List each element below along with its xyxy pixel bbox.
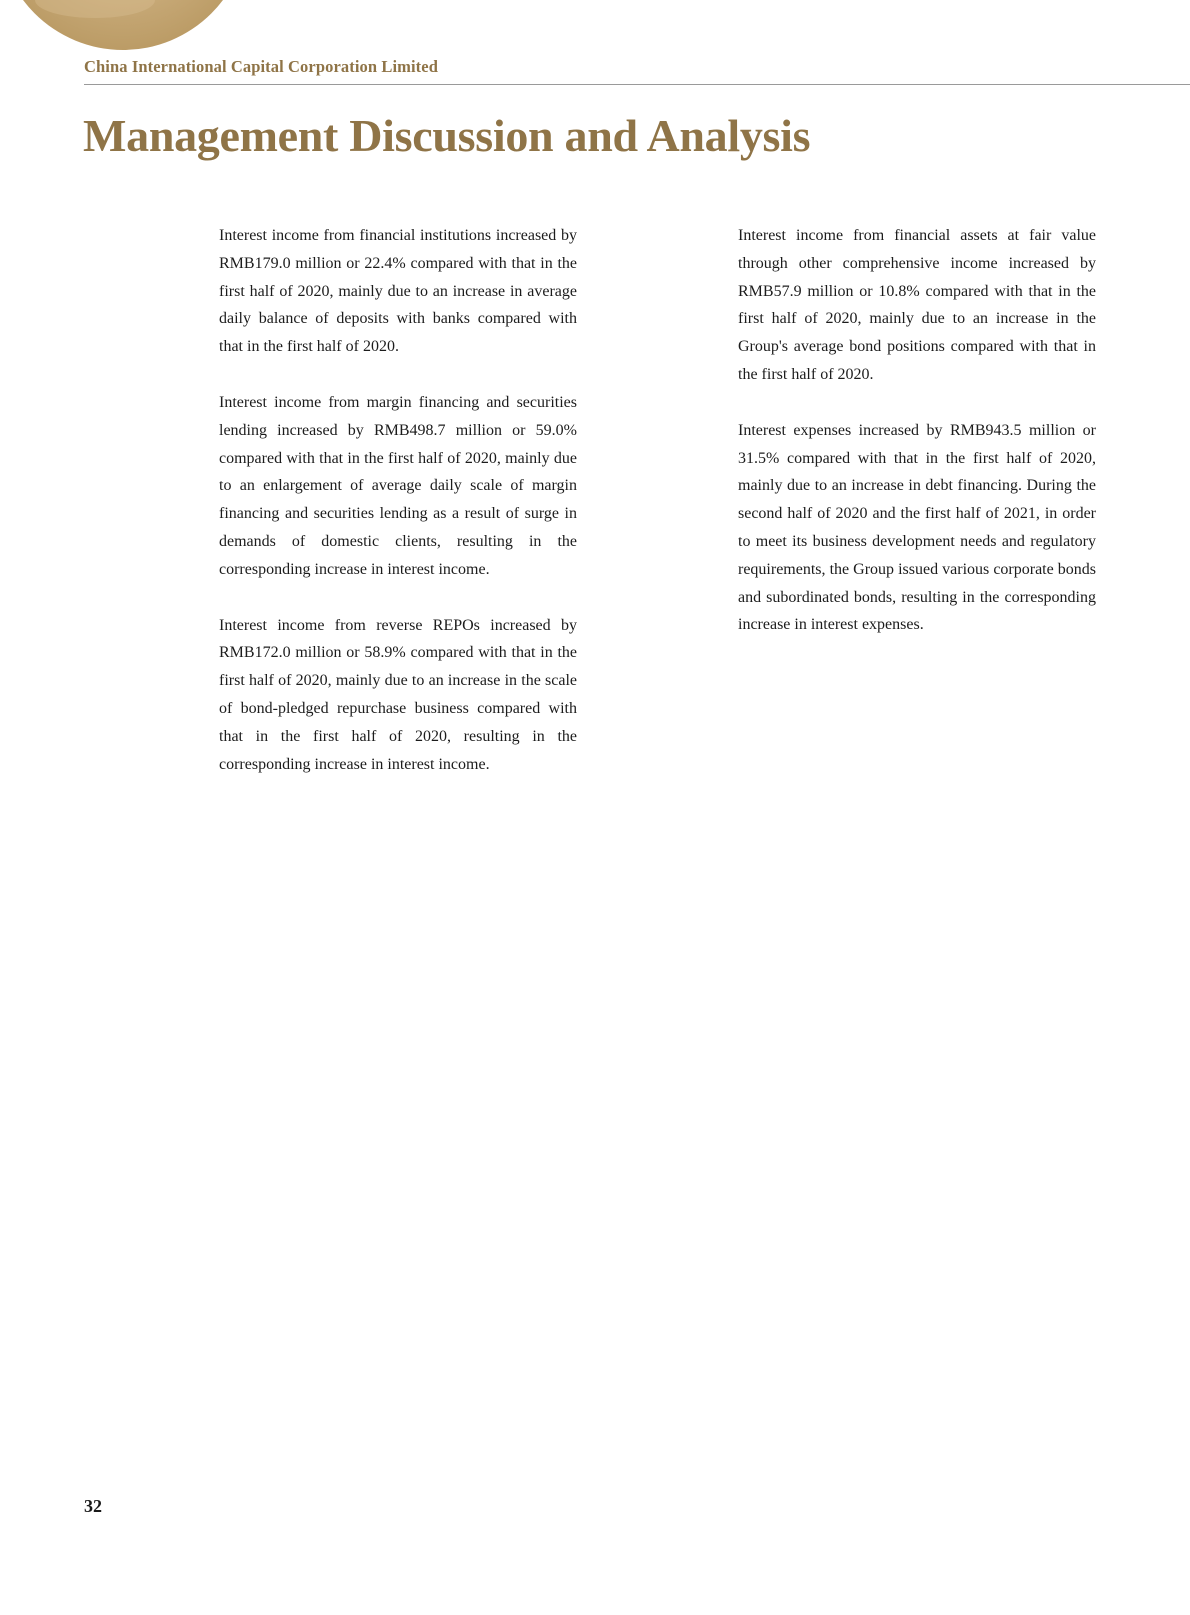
paragraph-margin-financing-interest: Interest income from margin financing and securities lending increased by RMB498.7 million or 59.0% compared with that in the first half of 2020, mainly due to an enlargement of average daily scale of margin financing and securities lending as a result of surge in demands of domestic clients, resulting in the corresponding increase in interest income. <box>219 393 577 578</box>
page-title: Management Discussion and Analysis <box>83 110 811 161</box>
paragraph-fvoci-interest: Interest income from financial assets at fair value through other comprehensive income increased by RMB57.9 million or 10.8% compared with that in the first half of 2020, mainly due to an increase in the Group's average bond positions compared with that in the first half of 2020. <box>738 227 1096 383</box>
paragraph-interest-expenses: Interest expenses increased by RMB943.5 million or 31.5% compared with that in the first half of 2020, mainly due to an increase in debt financing. During the second half of 2020 and the first half of 2021, in order to meet its business development needs and regulatory requirements, the Group issued various corporate bonds and subordinated bonds, resulting in the corresponding increase in interest expenses. <box>738 421 1096 634</box>
company-name: China International Capital Corporation Limited <box>84 57 438 76</box>
paragraph-financial-institutions-interest: Interest income from financial institutions increased by RMB179.0 million or 22.4% compared with that in the first half of 2020, mainly due to an increase in average daily balance of deposits with banks compared with that in the first half of 2020. <box>219 227 577 356</box>
paragraph-reverse-repos-interest: Interest income from reverse REPOs increased by RMB172.0 million or 58.9% compared with that in the first half of 2020, mainly due to an increase in the scale of bond-pledged repurchase business compared with that in the first half of 2020, resulting in the corresponding increase in interest income. <box>219 616 577 773</box>
header-divider <box>84 84 1190 85</box>
page-number: 32 <box>84 1496 102 1516</box>
right-column <box>738 222 1096 667</box>
left-column <box>219 222 577 806</box>
decorative-gold-disc <box>0 0 245 50</box>
